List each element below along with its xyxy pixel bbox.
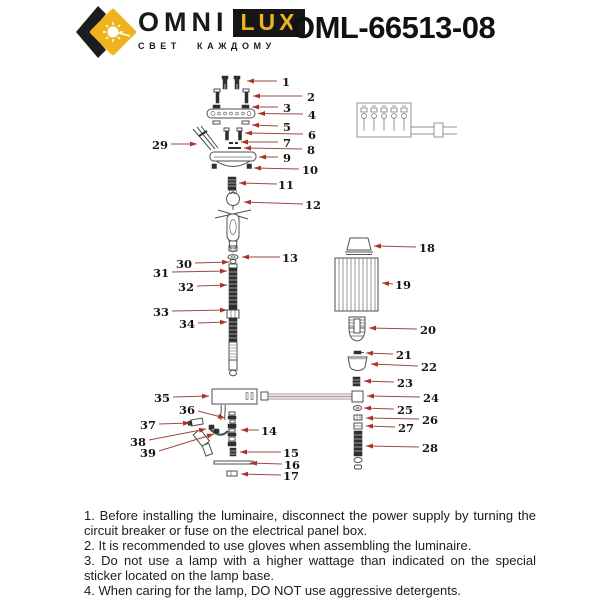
svg-text:10: 10: [301, 163, 319, 177]
instruction-2: 2. It is recommended to use gloves when assembling the luminaire.: [84, 538, 472, 553]
part-anchors: [222, 76, 240, 89]
brand-tagline: СВЕТ КАЖДОМУ: [138, 41, 276, 51]
safety-instructions: [84, 508, 536, 598]
callout-32: [178, 280, 227, 294]
part-threaded-stem: [354, 431, 362, 469]
instruction-3: 3. Do not use a lamp with a higher wattage than indicated on the special sticker located on the lamp base.: [84, 553, 536, 583]
svg-text:21: 21: [395, 348, 413, 362]
callout-18: [374, 241, 435, 255]
svg-text:31: 31: [152, 266, 170, 280]
part-arm-connector: [352, 391, 363, 402]
svg-text:25: 25: [396, 403, 414, 417]
svg-text:7: 7: [282, 136, 292, 150]
svg-text:27: 27: [397, 421, 415, 435]
callout-34: [179, 317, 227, 331]
part-small-nipple: [230, 448, 236, 456]
svg-text:26: 26: [421, 413, 439, 427]
part-long-pin: [214, 461, 253, 464]
callout-23: [364, 376, 413, 390]
svg-text:23: 23: [396, 376, 414, 390]
part-washers: [213, 121, 249, 124]
part-screws-long: [214, 89, 249, 103]
svg-text:3: 3: [282, 101, 292, 115]
part-nuts: [213, 105, 249, 108]
model-number-title: OML-66513-08: [291, 10, 496, 45]
svg-text:38: 38: [129, 435, 147, 449]
part-mounting-bar: [207, 109, 255, 118]
svg-text:30: 30: [175, 257, 193, 271]
svg-text:35: 35: [153, 391, 171, 405]
logo-wordmark: [138, 7, 299, 51]
svg-text:12: 12: [304, 198, 322, 212]
part-collar-27: [354, 423, 362, 429]
callout-10: [254, 163, 318, 177]
part-driver-box: [212, 389, 257, 404]
svg-text:9: 9: [282, 151, 292, 165]
part-threaded-nipple: [228, 177, 236, 190]
part-hook-assembly: [215, 190, 251, 252]
svg-text:39: 39: [139, 446, 157, 460]
svg-text:33: 33: [152, 305, 170, 319]
callout-28: [366, 441, 438, 455]
callout-11: [239, 178, 294, 192]
svg-text:37: 37: [139, 418, 157, 432]
part-ring-25: [354, 406, 362, 411]
svg-text:6: 6: [307, 128, 317, 142]
svg-text:11: 11: [277, 178, 295, 192]
svg-text:15: 15: [282, 446, 300, 460]
part-supply-wires: [193, 126, 218, 150]
part-collar-26: [354, 415, 362, 420]
callout-20: [369, 323, 436, 337]
part-lamp-socket: [349, 317, 365, 341]
brand-name-lux: LUX: [233, 9, 305, 37]
svg-text:29: 29: [151, 138, 169, 152]
part-small-plate: [227, 471, 237, 476]
callout-22: [371, 360, 437, 374]
terminal-block-diagram: [357, 103, 457, 137]
callout-30: [176, 257, 229, 271]
svg-text:36: 36: [178, 403, 196, 417]
part-central-rod: [227, 260, 239, 376]
svg-text:2: 2: [306, 90, 316, 104]
callout-17: [241, 469, 299, 483]
part-center-stack: [221, 405, 236, 446]
svg-text:19: 19: [394, 278, 412, 292]
part-hook-nut: [228, 255, 238, 260]
svg-text:8: 8: [306, 143, 316, 157]
callout-1: [247, 75, 290, 89]
callout-3: [252, 101, 291, 115]
part-curved-arm: [193, 425, 228, 456]
exploded-parts-diagram: [0, 60, 600, 505]
instruction-4: 4. When caring for the lamp, DO NOT use aggressive detergents.: [84, 583, 461, 598]
callout-6: [245, 128, 316, 142]
callout-5: [252, 120, 291, 134]
svg-text:14: 14: [260, 424, 278, 438]
svg-text:22: 22: [420, 360, 438, 374]
part-candle-sleeve: [187, 418, 203, 427]
svg-text:24: 24: [422, 391, 440, 405]
callout-27: [366, 421, 414, 435]
part-arm-rod: [261, 392, 352, 400]
callout-37: [140, 418, 190, 432]
svg-text:13: 13: [281, 251, 299, 265]
callout-36: [179, 403, 225, 418]
part-shade-holder: [345, 238, 373, 255]
svg-text:17: 17: [282, 469, 300, 483]
part-screws-short: [224, 128, 242, 140]
brand-logo: [74, 3, 299, 58]
svg-text:20: 20: [419, 323, 437, 337]
svg-text:4: 4: [307, 108, 317, 122]
callout-21: [366, 348, 412, 362]
part-nipple-23: [353, 377, 360, 386]
svg-text:1: 1: [281, 75, 291, 89]
part-bobeche-cup: [348, 357, 367, 371]
callout-25: [364, 403, 413, 417]
instruction-1: 1. Before installing the luminaire, disconnect the power supply by turning the circuit breaker or fuse on the electrical panel box.: [84, 508, 536, 538]
callout-14: [241, 424, 277, 438]
part-lampshade: [335, 258, 378, 311]
svg-text:32: 32: [177, 280, 195, 294]
svg-text:16: 16: [283, 458, 301, 472]
callout-12: [244, 198, 321, 212]
part-small-screw: [354, 351, 364, 354]
logo-sun-icon: [74, 5, 138, 59]
svg-text:28: 28: [421, 441, 439, 455]
svg-text:18: 18: [418, 241, 436, 255]
brand-name: OMNI: [138, 7, 229, 37]
callout-13: [242, 251, 298, 265]
callout-9: [259, 151, 291, 165]
svg-text:5: 5: [282, 120, 292, 134]
svg-text:34: 34: [178, 317, 196, 331]
callout-19: [382, 278, 411, 292]
callout-29: [152, 138, 197, 152]
